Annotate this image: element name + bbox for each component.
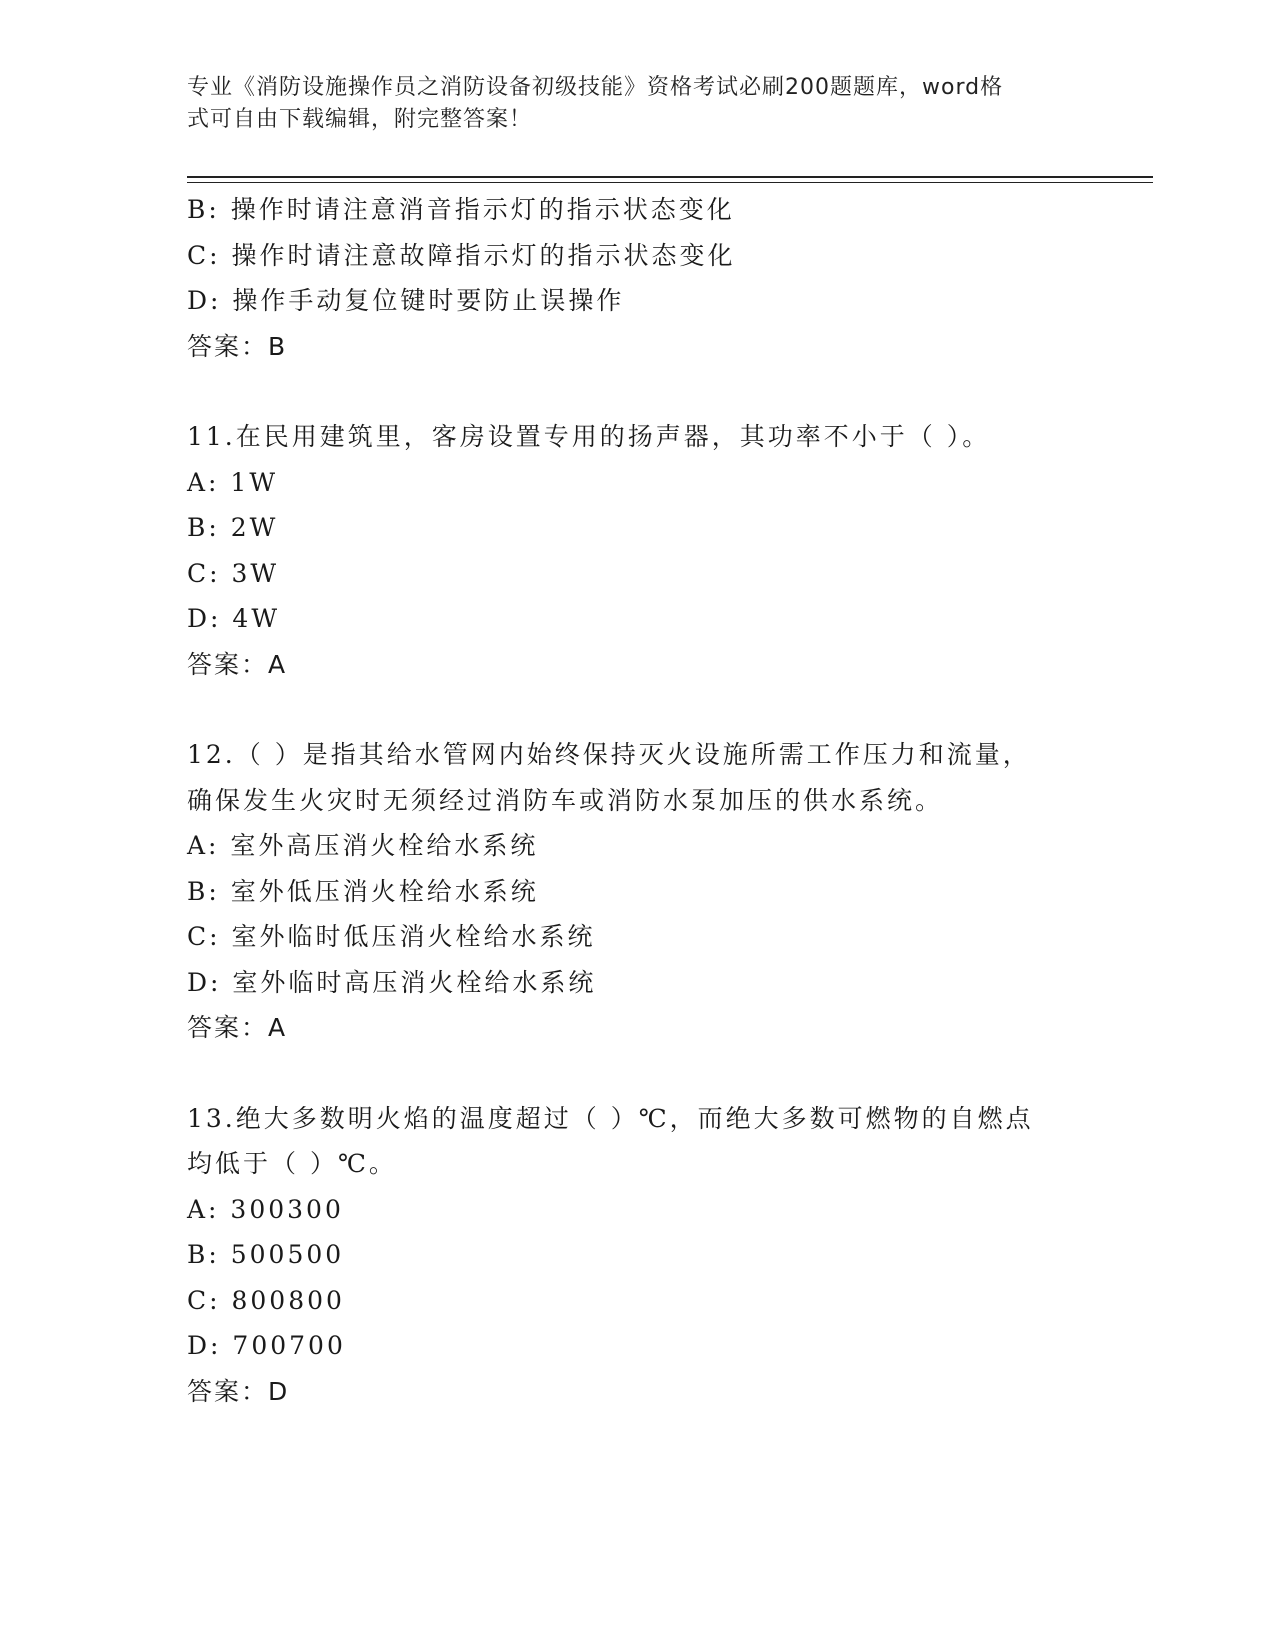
question-stem: 12.（ ）是指其给水管网内始终保持灭火设施所需工作压力和流量， — [187, 740, 1031, 769]
question-13 — [187, 1096, 1087, 1415]
option-a: A: 室外高压消火栓给水系统 — [187, 831, 539, 860]
option-c: C: 室外临时低压消火栓给水系统 — [187, 922, 596, 951]
option-d: D: 室外临时高压消火栓给水系统 — [187, 967, 597, 997]
answer-line: 答案：A — [187, 1013, 288, 1042]
option-c: C: 800800 — [187, 1285, 345, 1315]
spacer — [187, 369, 1087, 414]
header-title-line-1: 专业《消防设施操作员之消防设备初级技能》资格考试必刷200题题库，word格 — [187, 75, 1004, 100]
prev-question-block — [187, 187, 1087, 369]
question-stem: 11.在民用建筑里，客房设置专用的扬声器，其功率不小于（ ）。 — [187, 422, 991, 451]
header-divider-thick — [187, 176, 1153, 178]
answer-line: 答案：B — [187, 331, 288, 361]
spacer — [187, 687, 1087, 732]
header-divider-thin — [187, 182, 1153, 183]
question-11 — [187, 414, 1087, 687]
question-12 — [187, 732, 1087, 1051]
option-b: B: 2W — [187, 513, 279, 542]
question-content — [187, 187, 1087, 1414]
option-b: B: 室外低压消火栓给水系统 — [187, 876, 539, 906]
option-a: A: 300300 — [187, 1194, 344, 1224]
document-header — [187, 72, 1067, 136]
answer-line: 答案：D — [187, 1376, 290, 1406]
option-c: C: 3W — [187, 558, 280, 588]
option-d: D: 700700 — [187, 1331, 346, 1360]
answer-line: 答案：A — [187, 649, 288, 679]
question-stem-continued: 确保发生火灾时无须经过消防车或消防水泵加压的供水系统。 — [187, 785, 944, 815]
option-b: B: 操作时请注意消音指示灯的指示状态变化 — [187, 195, 735, 224]
spacer — [187, 1051, 1087, 1096]
option-a: A: 1W — [187, 467, 279, 497]
header-title-line-2: 式可自由下载编辑，附完整答案！ — [187, 107, 533, 132]
option-c: C: 操作时请注意故障指示灯的指示状态变化 — [187, 240, 736, 270]
option-b: B: 500500 — [187, 1240, 345, 1269]
option-d: D: 4W — [187, 604, 281, 633]
question-stem-continued: 均低于（ ）℃。 — [187, 1149, 397, 1178]
option-d: D: 操作手动复位键时要防止误操作 — [187, 286, 625, 315]
question-stem: 13.绝大多数明火焰的温度超过（ ）℃，而绝大多数可燃物的自燃点 — [187, 1103, 1034, 1133]
